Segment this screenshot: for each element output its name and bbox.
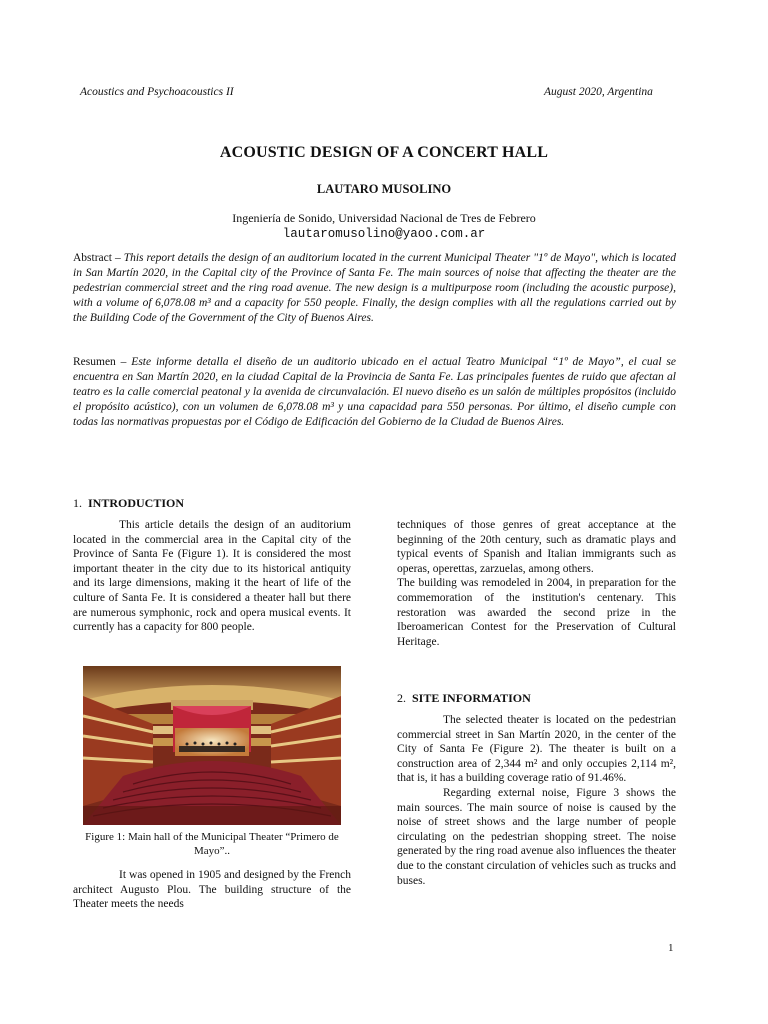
section-title: INTRODUCTION — [88, 496, 185, 510]
theater-hall-photo — [83, 666, 341, 825]
abstract-text: This report details the design of an auditorium located in the current Municipal Theater "1º de Mayo", which is located in San Martín 2020, in the Capital city of the Province of Santa Fe. The main sources of noise that affecting the theater are the pedestrian commercial street and the ring road avenue. The new design is a multipurpose room (including the acoustic purpose), with a volume of 6,078.08 m³ and a capacity for 550 people. Finally, the design complies with all the regulations carried out by the Building Code of the Government of the City of Buenos Aires. — [73, 252, 676, 324]
paragraph-text: It was opened in 1905 and designed by the French architect Augusto Plou. The building structure of the Theater meets the needs — [73, 869, 351, 911]
intro-paragraph-1 — [73, 518, 351, 635]
paragraph-text: Regarding external noise, Figure 3 shows the main sources. The main source of noise is caused by the noise of street shows and the large number of people circulating on the pedestrian shopping street. The noise generated by the ring road avenue also influences the theater due to the constant circulation of vehicles such as trucks and buses. — [397, 786, 676, 887]
running-header-date: August 2020, Argentina — [544, 86, 653, 98]
page-number: 1 — [668, 942, 674, 954]
section-title: SITE INFORMATION — [412, 691, 531, 705]
resumen-paragraph — [73, 355, 676, 430]
paper-author: LAUTARO MUSOLINO — [316, 182, 452, 196]
paper-title: ACOUSTIC DESIGN OF A CONCERT HALL — [219, 144, 549, 161]
theater-interior-illustration — [83, 666, 341, 825]
site-information-text — [397, 713, 676, 888]
section-number: 2. — [397, 691, 406, 705]
figure-caption: Figure 1: Main hall of the Municipal Theater “Primero de Mayo”.. — [85, 831, 339, 857]
author-affiliation: Ingeniería de Sonido, Universidad Nacional de Tres de Febrero — [232, 211, 536, 225]
section-heading-introduction — [73, 496, 184, 511]
abstract-paragraph — [73, 251, 676, 326]
intro-paragraph-continued — [397, 518, 676, 649]
paragraph-text: The building was remodeled in 2004, in preparation for the commemoration of the institution's centenary. This restoration was awarded the second prize in the Iberoamerican Contest for the Preservation of Cultural Heritage. — [397, 577, 676, 648]
section-heading-site-information — [397, 691, 531, 706]
paragraph-text: The selected theater is located on the pedestrian commercial street in San Martín 2020, in the center of the City of Santa Fe (Figure 2). The theater is built on a construction area of 2,344 m² and only occupies 2,114 m², that is, it has a building coverage ratio of 91.46%. — [397, 714, 676, 785]
resumen-text: Este informe detalla el diseño de un auditorio ubicado en el actual Teatro Municipal “1º de Mayo”, el cual se encuentra en San Martín 2020, en la ciudad Capital de la Provincia de Santa Fe. Las principales fuentes de ruido que afectan al teatro es la calle comercial peatonal y la avenida de circunvalación. El nuevo diseño es un salón de múltiples propósitos (incluido el propósito acústico), con un volumen de 6,078.08 m³ y una capacidad para 550 personas. Por último, el diseño cumple con todas las normativas propuestas por el Código de Edificación del Gobierno de la Ciudad de Buenos Aires. — [73, 356, 676, 428]
running-header-course: Acoustics and Psychoacoustics II — [80, 86, 234, 98]
intro-paragraph-2 — [73, 868, 351, 912]
section-number: 1. — [73, 496, 82, 510]
author-email: lautaromusolino@yaoo.com.ar — [282, 227, 486, 241]
abstract-label: Abstract – — [73, 252, 124, 264]
paragraph-text: This article details the design of an auditorium located in the commercial area in the Capital city of the Province of Santa Fe (Figure 1). It is considered the most important theater in the city due to its historical antiquity and its large dimensions, making it the heart of life of the culture of Santa Fe. It is considered a theater hall but there are numerous symphonic, rock and opera musical events. It currently has a capacity for 800 people. — [73, 519, 351, 634]
paragraph-text: techniques of those genres of great acceptance at the beginning of the 20th century, such as dramatic plays and typical events of Spanish and Italian immigrants such as operas, operettas, zarzuelas, among others. — [397, 519, 676, 575]
resumen-label: Resumen – — [73, 356, 132, 368]
